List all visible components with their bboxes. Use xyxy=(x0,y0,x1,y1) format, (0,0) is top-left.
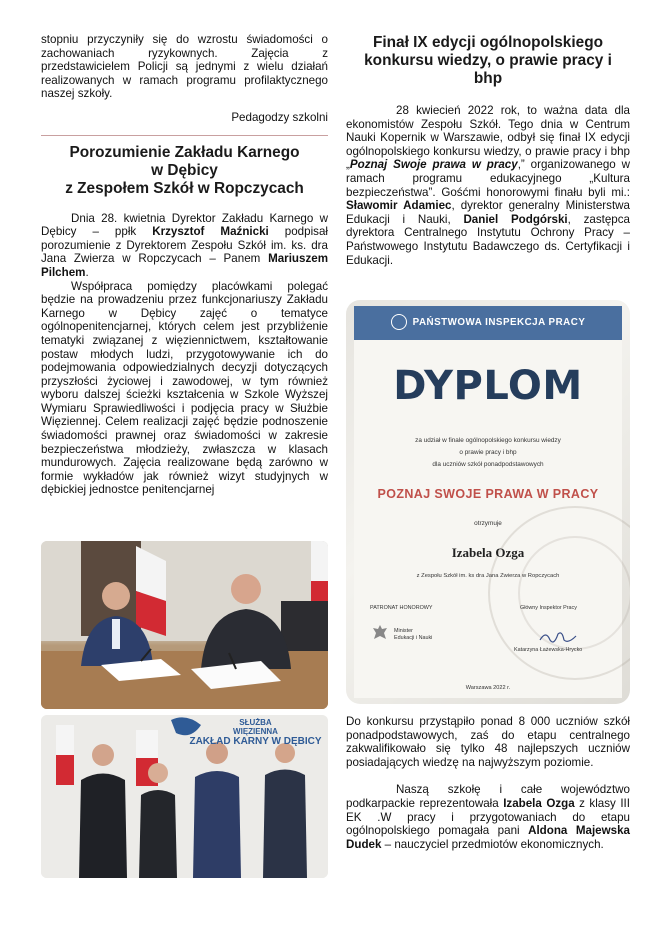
contest-p3-text-c: – nauczyciel przedmiotów ekonomicznych. xyxy=(381,837,604,851)
intro-paragraph: stopniu przyczyniły się do wzrostu świadomości o zachowaniach ryzykownych. Zajęcia z przedstawicielem Policji są jednymi z wielu działań realizowanych w ramach programu profilaktycznego naszej szkoły. xyxy=(41,33,328,101)
contest-p3-text-b: z klasy III EK .W pracy i przygotowaniach do etapu ogólnopolskiego pomagała pani xyxy=(346,796,630,838)
contest-heading-line2: konkursu wiedzy, o prawie pracy i xyxy=(364,52,612,69)
signing-photo-illustration xyxy=(41,541,328,709)
agreement-p1-text-b: podpisał porozumienie z Dyrektorem Zespołu Szkół im. ks. dra Jana Zwierza w Ropczycach – Panem xyxy=(41,225,328,266)
group-photo xyxy=(41,715,328,878)
agreement-paragraph-2: Współpraca pomiędzy placówkami polegać będzie na prowadzeniu przez funkcjonariuszy Zakładu Karnego w Dębicy zajęć o tematyce ogólnopenitencjarnej, których celem jest przybliżenie tematyki związanej z więziennictwem, kształtowanie postaw młodych ludzi, przygotowywanie ich do podejmowania odpowiedzialnych decyzji dotyczących przyszłości życiowej i zawodowej, w tym również wyboru dalszej ścieżki kształcenia w Szkole Wyższej Wymiaru Sprawiedliwości i podjęcia pracy w Służbie Więziennej. Celem realizacji zajęć będzie podnoszenie świadomości prawnej oraz świadomości w zakresie bezpieczeństwa młodzieży, zwłaszcza w klasach mundurowych. Zajęcia realizowane będą zarówno w formie wykładów jak również wizyt studyjnych w dębickiej jednostce penitencjarnej xyxy=(41,279,328,497)
eagle-emblem-icon xyxy=(372,624,388,642)
agreement-heading-line1: Porozumienie Zakładu Karnego xyxy=(69,143,300,161)
agreement-p1-text-a: Dnia 28. kwietnia Dyrektor Zakładu Karnego w Dębicy – ppłk xyxy=(41,211,328,239)
signing-photo xyxy=(41,541,328,709)
right-column xyxy=(346,33,630,267)
right-column-lower xyxy=(346,715,630,851)
contest-title: Poznaj Swoje prawa w pracy xyxy=(349,158,518,172)
diploma-place-date: Warszawa 2022 r. xyxy=(465,685,511,691)
banner-line1: SŁUŻBA xyxy=(239,718,272,727)
teacher-name: Aldona Majewska Dudek xyxy=(346,824,630,851)
diploma-minister-line1: Minister xyxy=(394,628,413,634)
diploma-contest-name: POZNAJ SWOJE PRAWA W PRACY xyxy=(377,487,599,501)
diploma-minister-line2: Edukacji i Nauki xyxy=(394,635,433,641)
contest-p1-text-d: , zastępca dyrektora Centralnego Instytutu Ochrony Pracy – Państwowego Instytutu Badawczego ds. Certyfikacji i Edukacji. xyxy=(346,212,630,267)
contest-paragraph-1 xyxy=(346,104,630,267)
principal-name: Mariuszem Pilchem xyxy=(41,252,328,279)
banner-line2: WIĘZIENNA xyxy=(233,727,278,736)
contest-heading-line1: Finał IX edycji ogólnopolskiego xyxy=(372,34,604,51)
article-signature: Pedagodzy szkolni xyxy=(231,110,328,124)
diploma-line2: o prawie pracy i bhp xyxy=(459,449,517,456)
diploma-header xyxy=(354,306,622,340)
contest-paragraph-2: Do konkursu przystąpiło ponad 8 000 uczniów szkół ponadpodstawowych, zaś do etapu centralnego zakwalifikowało się tylko 48 najlepszych uczniów posiadających wiedzę na najwyższym poziomie. xyxy=(346,715,630,769)
diploma-receives: otrzymuje xyxy=(474,520,502,527)
contest-paragraph-3 xyxy=(346,783,630,851)
warden-name: Krzysztof Maźnicki xyxy=(152,225,269,239)
diploma-patron-label: PATRONAT HONOROWY xyxy=(370,605,433,611)
pip-logo-icon xyxy=(391,314,407,330)
contest-p1-text-a: 28 kwiecień 2022 rok, to ważna data dla ekonomistów Zespołu Szkół. Tego dnia w Centrum Nauki Kopernik w Warszawie, odbył się finał IX edycji ogólnopolskiego konkursu wiedzy, o prawie pracy i bhp „ xyxy=(346,104,630,172)
signature-icon xyxy=(538,628,578,646)
contest-p3-text-a: Naszą szkołę i całe województwo podkarpackie reprezentowała xyxy=(346,783,630,810)
diploma-inspector-name: Katarzyna Łażewska-Hrycko xyxy=(514,647,583,653)
prison-service-banner xyxy=(183,718,328,748)
agreement-p1-text-c: . xyxy=(85,265,89,279)
diploma xyxy=(354,306,622,698)
contest-p1-text-b: ,” organizowanego w ramach programu edukacyjnego „Kultura bezpieczeństwa”. Gośćmi honorowymi finału byli mi.: xyxy=(346,158,630,199)
diploma-line3: dla uczniów szkół ponadpodstawowych xyxy=(432,461,544,468)
contest-heading xyxy=(346,34,630,88)
agreement-heading-line2: w Dębicy xyxy=(151,161,218,179)
agreement-paragraph-1 xyxy=(41,212,328,280)
guest-name-2: Daniel Podgórski xyxy=(463,212,568,226)
student-name: Izabela Ozga xyxy=(503,796,575,810)
diploma-school: z Zespołu Szkół im. ks dra Jana Zwierza w Ropczycach xyxy=(416,573,560,579)
section-divider xyxy=(41,135,328,136)
diploma-header-text: PAŃSTWOWA INSPEKCJA PRACY xyxy=(412,317,586,328)
diploma-inspector-label: Główny Inspektor Pracy xyxy=(520,605,577,611)
diploma-title: DYPLOM xyxy=(393,363,583,409)
guest-name-1: Sławomir Adamiec xyxy=(346,199,452,213)
left-column xyxy=(41,33,328,497)
diploma-recipient: Izabela Ozga xyxy=(451,545,525,560)
agreement-heading-line3: z Zespołem Szkół w Ropczycach xyxy=(65,179,304,197)
diploma-photo xyxy=(346,300,630,704)
diploma-line1: za udział w finale ogólnopolskiego konkursu wiedzy xyxy=(415,437,561,444)
contest-heading-line3: bhp xyxy=(473,70,503,87)
banner-line3: ZAKŁAD KARNY W DĘBICY xyxy=(189,736,322,747)
contest-p1-text-c: , dyrektor generalny Ministerstwa Edukacji i Nauki, xyxy=(346,199,630,226)
agreement-heading xyxy=(41,144,328,198)
